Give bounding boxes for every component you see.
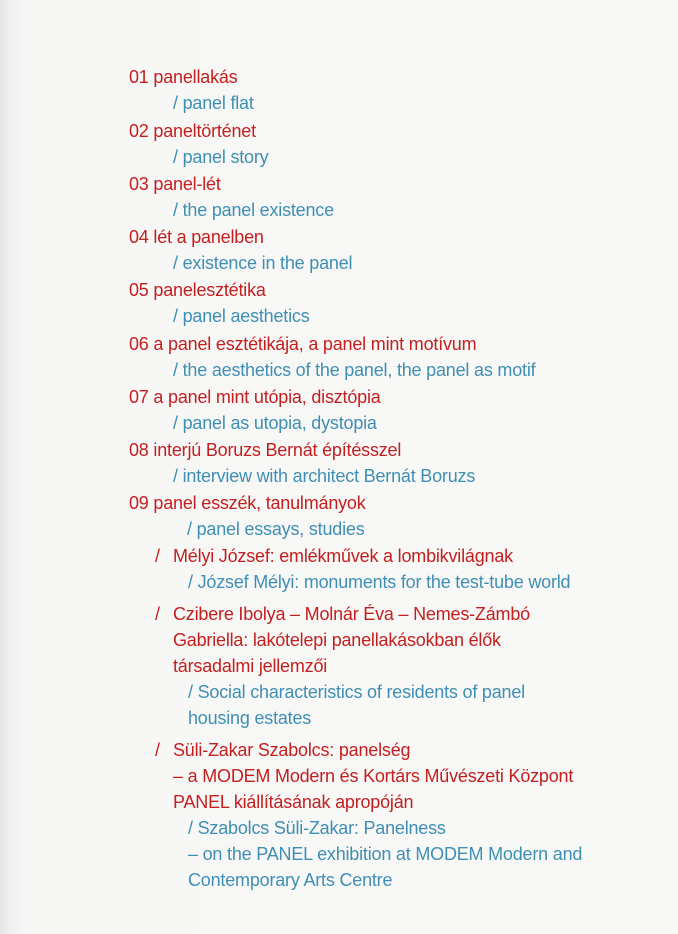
toc-subentry-title-hu: Gabriella: lakótelepi panellakásokban élők — [173, 630, 501, 650]
toc-subentry-melyi — [0, 543, 678, 595]
subentry-slash: / — [155, 740, 161, 760]
toc-entry-09 — [0, 490, 678, 542]
toc-subentry-title-en: / Social characteristics of residents of panel — [188, 682, 525, 702]
toc-entry-title-en: / existence in the panel — [173, 253, 353, 273]
toc-subentry-title-hu: PANEL kiállításának apropóján — [173, 792, 414, 812]
toc-subentry-title-en: Contemporary Arts Centre — [188, 870, 393, 890]
toc-entry-04 — [0, 224, 678, 276]
toc-subentry-title-en: – on the PANEL exhibition at MODEM Modern and — [188, 844, 583, 864]
toc-entry-title-en: / panel flat — [173, 93, 254, 113]
table-of-contents — [0, 64, 678, 893]
toc-entry-title-hu: 03 panel-lét — [129, 174, 221, 194]
toc-subentry-title-en: / József Mélyi: monuments for the test-tube world — [188, 572, 571, 592]
toc-subentry-title-hu: Süli-Zakar Szabolcs: panelség — [173, 740, 411, 760]
toc-entry-title-en: / panel essays, studies — [187, 519, 365, 539]
toc-entry-title-hu: 02 paneltörténet — [129, 121, 256, 141]
subentry-slash: / — [155, 546, 161, 566]
toc-subentry-title-hu: társadalmi jellemzői — [173, 656, 328, 676]
toc-entry-title-hu: 09 panel esszék, tanulmányok — [129, 493, 366, 513]
toc-entry-title-hu: 04 lét a panelben — [129, 227, 264, 247]
toc-entry-title-hu: 01 panellakás — [129, 67, 238, 87]
toc-subentry-title-hu: Mélyi József: emlékművek a lombikvilágnak — [173, 546, 513, 566]
toc-entry-title-en: / the panel existence — [173, 200, 334, 220]
toc-entry-title-hu: 06 a panel esztétikája, a panel mint motívum — [129, 334, 477, 354]
toc-entry-01 — [0, 64, 678, 116]
toc-entry-title-en: / panel as utopia, dystopia — [173, 413, 377, 433]
subentry-slash: / — [155, 604, 161, 624]
toc-entry-title-en: / panel aesthetics — [173, 306, 310, 326]
toc-entry-title-en: / the aesthetics of the panel, the panel as motif — [173, 360, 536, 380]
toc-entry-06 — [0, 331, 678, 383]
toc-subentry-czibere — [0, 601, 678, 731]
toc-subentry-suli-zakar — [0, 737, 678, 893]
toc-entry-02 — [0, 118, 678, 170]
toc-entry-05 — [0, 277, 678, 329]
toc-entry-title-hu: 05 panelesztétika — [129, 280, 266, 300]
toc-entry-title-hu: 08 interjú Boruzs Bernát építésszel — [129, 440, 402, 460]
toc-subentry-title-en: housing estates — [188, 708, 312, 728]
toc-entry-title-en: / interview with architect Bernát Boruzs — [173, 466, 476, 486]
toc-subentry-title-hu: – a MODEM Modern és Kortárs Művészeti Központ — [173, 766, 574, 786]
toc-entry-title-hu: 07 a panel mint utópia, disztópia — [129, 387, 381, 407]
toc-entry-08 — [0, 437, 678, 489]
toc-entry-title-en: / panel story — [173, 147, 269, 167]
toc-entry-07 — [0, 384, 678, 436]
toc-subentry-title-hu: Czibere Ibolya – Molnár Éva – Nemes-Zámbó — [173, 604, 530, 624]
toc-entry-03 — [0, 171, 678, 223]
toc-subentry-title-en: / Szabolcs Süli-Zakar: Panelness — [188, 818, 446, 838]
